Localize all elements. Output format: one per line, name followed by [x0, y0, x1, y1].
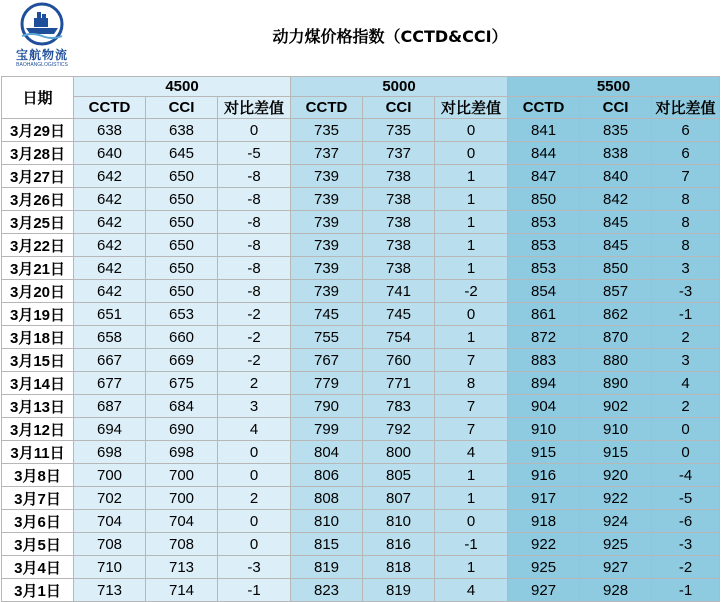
value-cell: 857 [580, 280, 652, 303]
value-cell: 928 [580, 579, 652, 602]
value-cell: 8 [652, 188, 720, 211]
value-cell: 650 [146, 211, 218, 234]
value-cell: 658 [74, 326, 146, 349]
date-cell: 3月20日 [2, 280, 74, 303]
value-cell: 700 [146, 464, 218, 487]
value-cell: 7 [435, 349, 508, 372]
table-row [2, 510, 720, 533]
value-cell: 854 [508, 280, 580, 303]
table-row [2, 188, 720, 211]
value-cell: 1 [435, 326, 508, 349]
value-cell: 0 [218, 119, 291, 142]
value-cell: 690 [146, 418, 218, 441]
date-cell: 3月1日 [2, 579, 74, 602]
value-cell: 6 [652, 119, 720, 142]
value-cell: -1 [435, 533, 508, 556]
value-cell: 0 [435, 510, 508, 533]
value-cell: 925 [580, 533, 652, 556]
subheader-cctd: CCTD [74, 97, 146, 119]
value-cell: 704 [146, 510, 218, 533]
value-cell: 816 [363, 533, 435, 556]
value-cell: 735 [363, 119, 435, 142]
date-cell: 3月7日 [2, 487, 74, 510]
value-cell: 704 [74, 510, 146, 533]
table-row [2, 579, 720, 602]
value-cell: 760 [363, 349, 435, 372]
value-cell: 642 [74, 188, 146, 211]
date-cell: 3月27日 [2, 165, 74, 188]
value-cell: 739 [291, 257, 363, 280]
value-cell: -2 [218, 326, 291, 349]
date-cell: 3月26日 [2, 188, 74, 211]
value-cell: 714 [146, 579, 218, 602]
value-cell: 792 [363, 418, 435, 441]
value-cell: 755 [291, 326, 363, 349]
subheader-cci: CCI [146, 97, 218, 119]
value-cell: 853 [508, 257, 580, 280]
value-cell: 650 [146, 165, 218, 188]
value-cell: 667 [74, 349, 146, 372]
value-cell: 650 [146, 234, 218, 257]
value-cell: 840 [580, 165, 652, 188]
group-header-4500: 4500 [74, 77, 291, 97]
value-cell: 808 [291, 487, 363, 510]
value-cell: 872 [508, 326, 580, 349]
value-cell: -2 [435, 280, 508, 303]
date-cell: 3月13日 [2, 395, 74, 418]
value-cell: 1 [435, 556, 508, 579]
value-cell: 835 [580, 119, 652, 142]
value-cell: 922 [508, 533, 580, 556]
value-cell: 771 [363, 372, 435, 395]
value-cell: 924 [580, 510, 652, 533]
value-cell: 810 [291, 510, 363, 533]
date-cell: 3月5日 [2, 533, 74, 556]
value-cell: 925 [508, 556, 580, 579]
value-cell: 4 [435, 441, 508, 464]
value-cell: 642 [74, 211, 146, 234]
value-cell: 904 [508, 395, 580, 418]
table-row [2, 556, 720, 579]
value-cell: 1 [435, 165, 508, 188]
price-index-table [1, 76, 720, 602]
value-cell: 642 [74, 257, 146, 280]
value-cell: 845 [580, 234, 652, 257]
subheader-cci: CCI [580, 97, 652, 119]
value-cell: 880 [580, 349, 652, 372]
value-cell: 642 [74, 234, 146, 257]
value-cell: -3 [652, 533, 720, 556]
value-cell: 739 [291, 188, 363, 211]
value-cell: 650 [146, 280, 218, 303]
subheader-diff: 对比差值 [435, 97, 508, 119]
table-body [2, 119, 720, 602]
value-cell: 807 [363, 487, 435, 510]
value-cell: -1 [652, 303, 720, 326]
value-cell: 738 [363, 234, 435, 257]
value-cell: 920 [580, 464, 652, 487]
table-row [2, 372, 720, 395]
value-cell: 3 [652, 349, 720, 372]
value-cell: 684 [146, 395, 218, 418]
table-row [2, 441, 720, 464]
value-cell: 1 [435, 257, 508, 280]
value-cell: 894 [508, 372, 580, 395]
value-cell: 675 [146, 372, 218, 395]
value-cell: 910 [580, 418, 652, 441]
value-cell: 739 [291, 280, 363, 303]
value-cell: 1 [435, 234, 508, 257]
table-row [2, 395, 720, 418]
value-cell: 841 [508, 119, 580, 142]
company-logo [6, 2, 78, 72]
value-cell: 738 [363, 211, 435, 234]
value-cell: 0 [435, 119, 508, 142]
date-column-header: 日期 [2, 77, 74, 119]
value-cell: 1 [435, 487, 508, 510]
date-cell: 3月6日 [2, 510, 74, 533]
value-cell: 700 [74, 464, 146, 487]
value-cell: 2 [652, 395, 720, 418]
table-row [2, 234, 720, 257]
value-cell: 0 [218, 533, 291, 556]
value-cell: -3 [652, 280, 720, 303]
value-cell: -2 [218, 303, 291, 326]
value-cell: -8 [218, 234, 291, 257]
value-cell: 650 [146, 188, 218, 211]
value-cell: -3 [218, 556, 291, 579]
value-cell: 677 [74, 372, 146, 395]
table-row [2, 142, 720, 165]
value-cell: 640 [74, 142, 146, 165]
value-cell: 853 [508, 211, 580, 234]
table-row [2, 211, 720, 234]
value-cell: 8 [652, 211, 720, 234]
value-cell: 810 [363, 510, 435, 533]
subheader-cctd: CCTD [508, 97, 580, 119]
value-cell: 804 [291, 441, 363, 464]
value-cell: 4 [652, 372, 720, 395]
value-cell: 739 [291, 165, 363, 188]
value-cell: 818 [363, 556, 435, 579]
value-cell: 0 [652, 418, 720, 441]
value-cell: 853 [508, 234, 580, 257]
subheader-cci: CCI [363, 97, 435, 119]
value-cell: 702 [74, 487, 146, 510]
value-cell: -8 [218, 188, 291, 211]
value-cell: 850 [508, 188, 580, 211]
value-cell: 4 [218, 418, 291, 441]
value-cell: -8 [218, 280, 291, 303]
value-cell: 738 [363, 188, 435, 211]
value-cell: 850 [580, 257, 652, 280]
value-cell: 700 [146, 487, 218, 510]
date-cell: 3月21日 [2, 257, 74, 280]
value-cell: 653 [146, 303, 218, 326]
value-cell: 890 [580, 372, 652, 395]
value-cell: 2 [652, 326, 720, 349]
value-cell: 694 [74, 418, 146, 441]
value-cell: 799 [291, 418, 363, 441]
value-cell: 790 [291, 395, 363, 418]
value-cell: 650 [146, 257, 218, 280]
value-cell: 870 [580, 326, 652, 349]
value-cell: 819 [363, 579, 435, 602]
value-cell: 862 [580, 303, 652, 326]
value-cell: 2 [218, 487, 291, 510]
subheader-row [2, 97, 720, 119]
value-cell: 642 [74, 165, 146, 188]
value-cell: 2 [218, 372, 291, 395]
value-cell: 745 [291, 303, 363, 326]
value-cell: 0 [435, 142, 508, 165]
value-cell: 927 [580, 556, 652, 579]
table-row [2, 418, 720, 441]
value-cell: 783 [363, 395, 435, 418]
value-cell: 713 [74, 579, 146, 602]
value-cell: 1 [435, 188, 508, 211]
subheader-cctd: CCTD [291, 97, 363, 119]
table-row [2, 326, 720, 349]
date-cell: 3月25日 [2, 211, 74, 234]
value-cell: 739 [291, 234, 363, 257]
value-cell: 0 [218, 441, 291, 464]
table-row [2, 487, 720, 510]
value-cell: -8 [218, 257, 291, 280]
value-cell: 708 [74, 533, 146, 556]
value-cell: 910 [508, 418, 580, 441]
value-cell: 7 [652, 165, 720, 188]
value-cell: 738 [363, 165, 435, 188]
date-cell: 3月12日 [2, 418, 74, 441]
value-cell: 3 [218, 395, 291, 418]
value-cell: 917 [508, 487, 580, 510]
table-row [2, 303, 720, 326]
value-cell: 883 [508, 349, 580, 372]
date-cell: 3月22日 [2, 234, 74, 257]
group-header-5500: 5500 [508, 77, 720, 97]
value-cell: 638 [74, 119, 146, 142]
table-row [2, 464, 720, 487]
value-cell: 669 [146, 349, 218, 372]
value-cell: 806 [291, 464, 363, 487]
value-cell: 927 [508, 579, 580, 602]
value-cell: 815 [291, 533, 363, 556]
value-cell: 844 [508, 142, 580, 165]
value-cell: -2 [218, 349, 291, 372]
value-cell: 838 [580, 142, 652, 165]
value-cell: -5 [652, 487, 720, 510]
value-cell: 708 [146, 533, 218, 556]
date-cell: 3月19日 [2, 303, 74, 326]
logo-subtext: BAOHANGLOGISTICS [16, 62, 68, 68]
value-cell: 710 [74, 556, 146, 579]
subheader-diff: 对比差值 [652, 97, 720, 119]
value-cell: -6 [652, 510, 720, 533]
value-cell: 698 [146, 441, 218, 464]
value-cell: 0 [435, 303, 508, 326]
value-cell: 754 [363, 326, 435, 349]
value-cell: 698 [74, 441, 146, 464]
value-cell: -4 [652, 464, 720, 487]
date-cell: 3月14日 [2, 372, 74, 395]
value-cell: 739 [291, 211, 363, 234]
page-title: 动力煤价格指数（CCTD&CCI） [272, 27, 508, 46]
value-cell: 642 [74, 280, 146, 303]
date-cell: 3月18日 [2, 326, 74, 349]
value-cell: 902 [580, 395, 652, 418]
table-row [2, 280, 720, 303]
value-cell: 713 [146, 556, 218, 579]
value-cell: 3 [652, 257, 720, 280]
value-cell: 1 [435, 211, 508, 234]
value-cell: 745 [363, 303, 435, 326]
value-cell: 645 [146, 142, 218, 165]
value-cell: 0 [218, 510, 291, 533]
date-cell: 3月15日 [2, 349, 74, 372]
value-cell: 922 [580, 487, 652, 510]
date-cell: 3月11日 [2, 441, 74, 464]
value-cell: 738 [363, 257, 435, 280]
value-cell: 842 [580, 188, 652, 211]
table-row [2, 257, 720, 280]
value-cell: 651 [74, 303, 146, 326]
table-row [2, 533, 720, 556]
logo-name: 宝航物流 [15, 48, 68, 62]
value-cell: 800 [363, 441, 435, 464]
value-cell: 687 [74, 395, 146, 418]
value-cell: 0 [652, 441, 720, 464]
ship-icon [6, 2, 78, 46]
value-cell: 767 [291, 349, 363, 372]
value-cell: 737 [363, 142, 435, 165]
value-cell: 819 [291, 556, 363, 579]
value-cell: -1 [652, 579, 720, 602]
value-cell: 638 [146, 119, 218, 142]
value-cell: 847 [508, 165, 580, 188]
subheader-diff: 对比差值 [218, 97, 291, 119]
value-cell: 8 [652, 234, 720, 257]
date-cell: 3月28日 [2, 142, 74, 165]
value-cell: 779 [291, 372, 363, 395]
value-cell: 737 [291, 142, 363, 165]
value-cell: -8 [218, 211, 291, 234]
table-row [2, 119, 720, 142]
value-cell: -1 [218, 579, 291, 602]
group-header-row [2, 77, 720, 97]
value-cell: 805 [363, 464, 435, 487]
value-cell: 823 [291, 579, 363, 602]
table-row [2, 165, 720, 188]
value-cell: 845 [580, 211, 652, 234]
value-cell: 8 [435, 372, 508, 395]
page-header [0, 0, 721, 76]
value-cell: 918 [508, 510, 580, 533]
value-cell: 861 [508, 303, 580, 326]
group-header-5000: 5000 [291, 77, 508, 97]
value-cell: -5 [218, 142, 291, 165]
value-cell: 7 [435, 418, 508, 441]
value-cell: 7 [435, 395, 508, 418]
value-cell: -8 [218, 165, 291, 188]
value-cell: 660 [146, 326, 218, 349]
value-cell: 6 [652, 142, 720, 165]
value-cell: 0 [218, 464, 291, 487]
value-cell: 916 [508, 464, 580, 487]
value-cell: 741 [363, 280, 435, 303]
table-row [2, 349, 720, 372]
value-cell: 1 [435, 464, 508, 487]
value-cell: 915 [508, 441, 580, 464]
date-cell: 3月8日 [2, 464, 74, 487]
value-cell: -2 [652, 556, 720, 579]
value-cell: 915 [580, 441, 652, 464]
value-cell: 735 [291, 119, 363, 142]
value-cell: 4 [435, 579, 508, 602]
date-cell: 3月4日 [2, 556, 74, 579]
date-cell: 3月29日 [2, 119, 74, 142]
